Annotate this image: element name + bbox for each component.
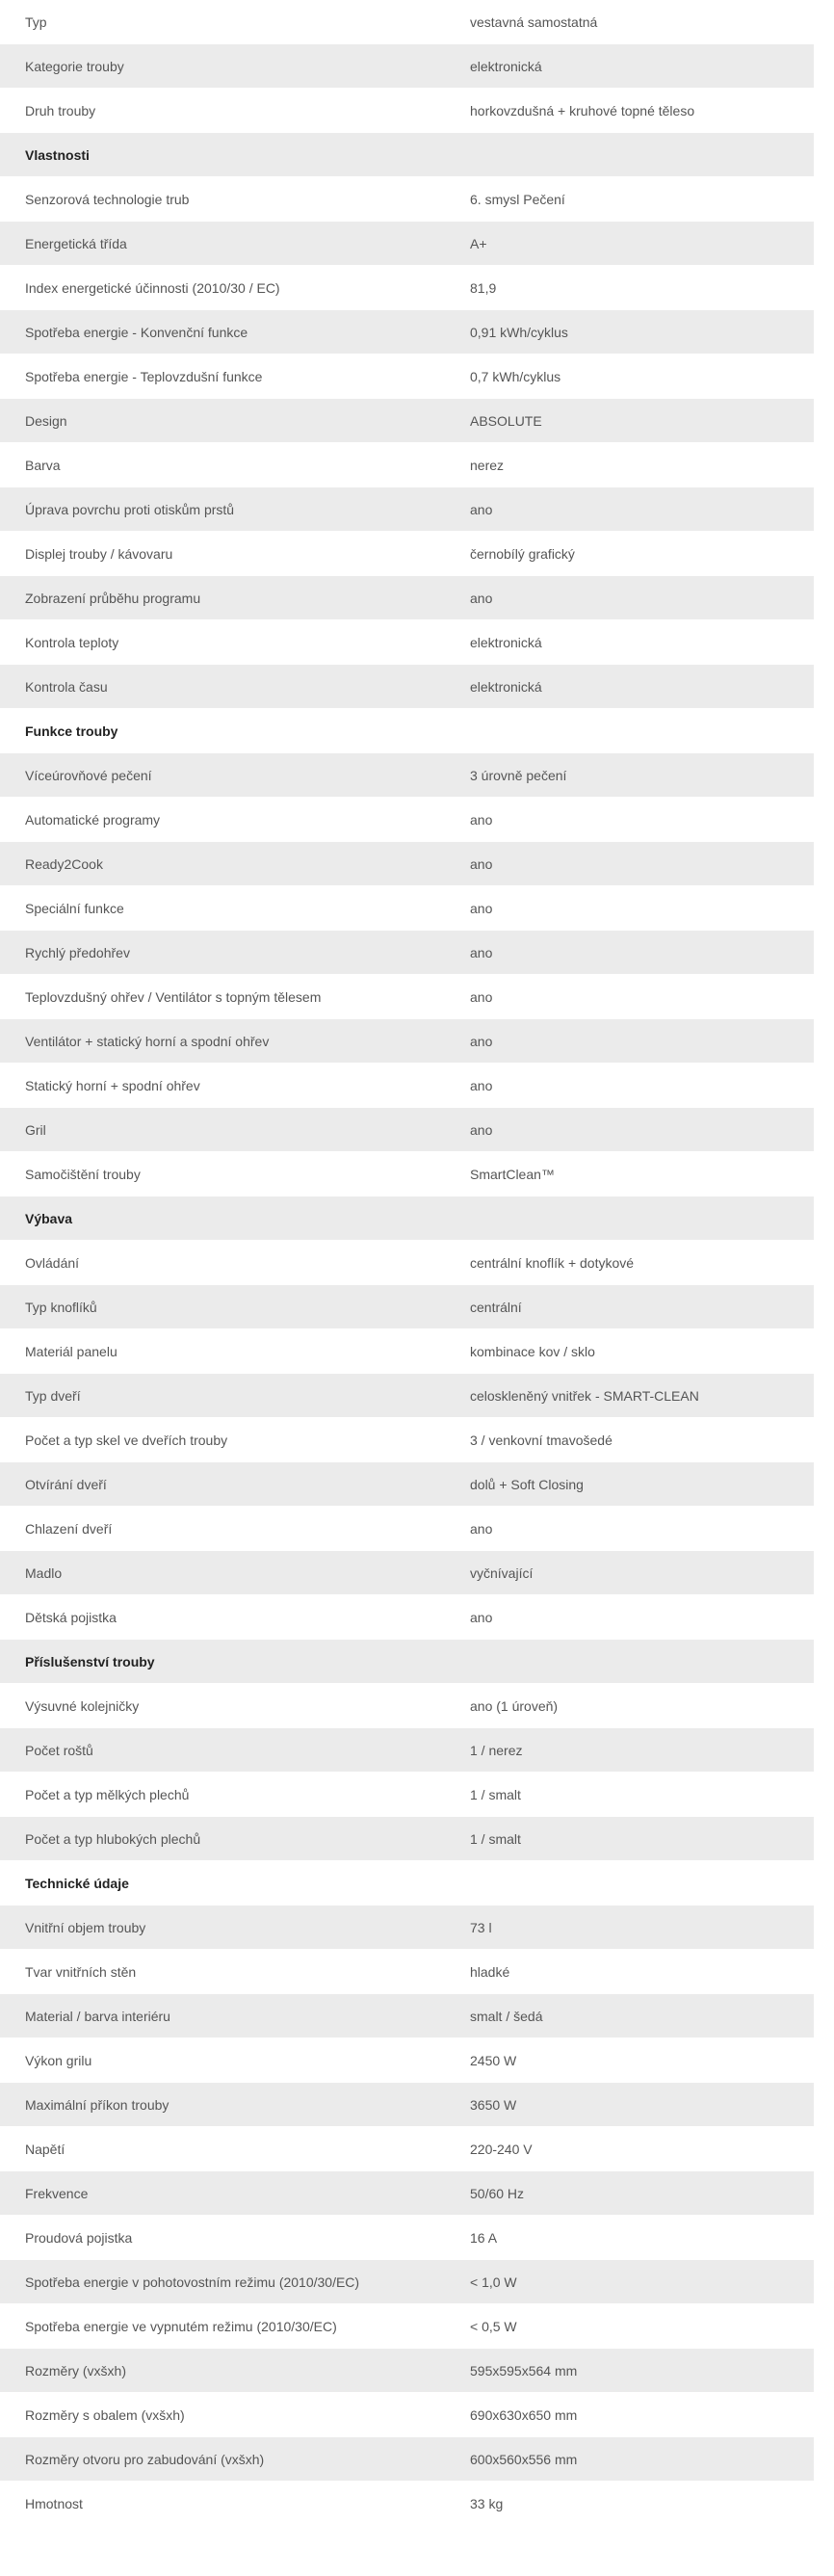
spec-value: ano <box>470 1609 493 1625</box>
spec-value: ano <box>470 988 493 1005</box>
section-header-row <box>0 133 814 177</box>
spec-row <box>0 2349 814 2393</box>
spec-row <box>0 1773 814 1817</box>
spec-value: 33 kg <box>470 2495 504 2511</box>
spec-label: Maximální příkon trouby <box>25 2096 169 2113</box>
spec-value: 3 / venkovní tmavošedé <box>470 1432 612 1448</box>
spec-label: Rozměry s obalem (vxšxh) <box>25 2406 185 2423</box>
spec-row <box>0 1462 814 1507</box>
spec-label: Teplovzdušný ohřev / Ventilátor s topným tělesem <box>25 988 322 1005</box>
spec-value: 3650 W <box>470 2096 517 2113</box>
spec-label: Vnitřní objem trouby <box>25 1919 146 1935</box>
spec-label: Druh trouby <box>25 102 96 118</box>
spec-row <box>0 1551 814 1595</box>
spec-label: Rozměry otvoru pro zabudování (vxšxh) <box>25 2451 265 2467</box>
section-header-row <box>0 1861 814 1906</box>
spec-label: Typ dveří <box>25 1387 81 1404</box>
spec-row <box>0 0 814 44</box>
spec-row <box>0 89 814 133</box>
spec-value: 1 / smalt <box>470 1830 521 1847</box>
spec-row <box>0 1329 814 1374</box>
spec-value: 1 / smalt <box>470 1786 521 1802</box>
spec-value: ano <box>470 811 493 828</box>
spec-label: Napětí <box>25 2141 65 2157</box>
spec-label: Senzorová technologie trub <box>25 191 190 207</box>
spec-row <box>0 1595 814 1640</box>
spec-value: 690x630x650 mm <box>470 2406 578 2423</box>
spec-value: elektronická <box>470 58 542 74</box>
spec-row <box>0 2437 814 2482</box>
spec-label: Automatické programy <box>25 811 161 828</box>
spec-label: Statický horní + spodní ohřev <box>25 1077 200 1093</box>
spec-label: Ventilátor + statický horní a spodní ohřev <box>25 1033 270 1049</box>
spec-row <box>0 2083 814 2127</box>
spec-row <box>0 576 814 620</box>
spec-row <box>0 2393 814 2437</box>
spec-row <box>0 886 814 931</box>
spec-row <box>0 1241 814 1285</box>
spec-row <box>0 177 814 222</box>
spec-row <box>0 487 814 532</box>
section-header-row <box>0 1640 814 1684</box>
spec-value: < 1,0 W <box>470 2274 517 2290</box>
spec-label: Typ <box>25 13 47 30</box>
section-title: Příslušenství trouby <box>25 1653 155 1669</box>
spec-value: centrální <box>470 1299 522 1315</box>
spec-label: Kategorie trouby <box>25 58 124 74</box>
spec-value: ano <box>470 1121 493 1138</box>
spec-label: Design <box>25 412 67 429</box>
spec-row <box>0 1684 814 1728</box>
spec-value: ano <box>470 855 493 872</box>
spec-label: Material / barva interiéru <box>25 2008 170 2024</box>
spec-value: 0,91 kWh/cyklus <box>470 324 568 340</box>
spec-row <box>0 310 814 355</box>
spec-value: 6. smysl Pečení <box>470 191 565 207</box>
spec-row <box>0 2304 814 2349</box>
section-header-row <box>0 1196 814 1241</box>
spec-row <box>0 1064 814 1108</box>
spec-value: 0,7 kWh/cyklus <box>470 368 561 384</box>
spec-label: Gril <box>25 1121 46 1138</box>
spec-label: Rozměry (vxšxh) <box>25 2362 127 2379</box>
spec-row <box>0 1950 814 1994</box>
spec-value: 1 / nerez <box>470 1742 523 1758</box>
spec-label: Hmotnost <box>25 2495 83 2511</box>
spec-value: 220-240 V <box>470 2141 533 2157</box>
spec-value: černobílý grafický <box>470 545 575 562</box>
spec-row <box>0 1906 814 1950</box>
spec-row <box>0 1019 814 1064</box>
spec-value: celoskleněný vnitřek - SMART-CLEAN <box>470 1387 699 1404</box>
spec-value: 73 l <box>470 1919 492 1935</box>
spec-label: Samočištění trouby <box>25 1166 141 1182</box>
spec-label: Spotřeba energie v pohotovostním režimu (2010/30/EC) <box>25 2274 360 2290</box>
section-title: Funkce trouby <box>25 723 118 739</box>
spec-row <box>0 2260 814 2304</box>
spec-label: Úprava povrchu proti otiskům prstů <box>25 501 235 517</box>
spec-label: Spotřeba energie - Konvenční funkce <box>25 324 248 340</box>
section-title: Technické údaje <box>25 1875 129 1891</box>
spec-row <box>0 2127 814 2171</box>
spec-value: 50/60 Hz <box>470 2185 525 2201</box>
spec-value: A+ <box>470 235 487 251</box>
spec-value: elektronická <box>470 634 542 650</box>
spec-row <box>0 2038 814 2083</box>
spec-value: centrální knoflík + dotykové <box>470 1254 635 1271</box>
spec-value: 16 A <box>470 2229 498 2246</box>
spec-value: 3 úrovně pečení <box>470 767 567 783</box>
spec-label: Proudová pojistka <box>25 2229 133 2246</box>
spec-label: Spotřeba energie ve vypnutém režimu (2010/30/EC) <box>25 2318 337 2334</box>
spec-row <box>0 798 814 842</box>
spec-label: Materiál panelu <box>25 1343 117 1359</box>
spec-row <box>0 2216 814 2260</box>
section-header-row <box>0 709 814 753</box>
spec-value: 2450 W <box>470 2052 517 2068</box>
spec-label: Víceúrovňové pečení <box>25 767 152 783</box>
spec-row <box>0 931 814 975</box>
spec-label: Energetická třída <box>25 235 127 251</box>
spec-row <box>0 399 814 443</box>
spec-label: Výsuvné kolejničky <box>25 1697 140 1714</box>
spec-value: 600x560x556 mm <box>470 2451 578 2467</box>
spec-row <box>0 1994 814 2038</box>
spec-value: hladké <box>470 1963 510 1980</box>
spec-label: Počet roštů <box>25 1742 93 1758</box>
spec-row <box>0 443 814 487</box>
spec-row <box>0 222 814 266</box>
spec-label: Index energetické účinnosti (2010/30 / EC) <box>25 279 280 296</box>
spec-value: 595x595x564 mm <box>470 2362 578 2379</box>
spec-value: SmartClean™ <box>470 1166 555 1182</box>
spec-value: smalt / šedá <box>470 2008 543 2024</box>
section-title: Výbava <box>25 1210 73 1226</box>
spec-label: Madlo <box>25 1564 63 1581</box>
spec-row <box>0 44 814 89</box>
spec-label: Speciální funkce <box>25 900 124 916</box>
spec-value: ano <box>470 1077 493 1093</box>
spec-label: Kontrola času <box>25 678 108 695</box>
spec-row <box>0 355 814 399</box>
spec-label: Zobrazení průběhu programu <box>25 590 201 606</box>
spec-value: ano <box>470 590 493 606</box>
spec-label: Počet a typ mělkých plechů <box>25 1786 190 1802</box>
spec-label: Displej trouby / kávovaru <box>25 545 173 562</box>
spec-value: elektronická <box>470 678 542 695</box>
spec-value: kombinace kov / sklo <box>470 1343 595 1359</box>
spec-value: ano <box>470 1520 493 1537</box>
spec-value: vestavná samostatná <box>470 13 598 30</box>
spec-value: ano <box>470 944 493 960</box>
spec-row <box>0 665 814 709</box>
spec-row <box>0 1152 814 1196</box>
spec-row <box>0 1507 814 1551</box>
spec-value: < 0,5 W <box>470 2318 517 2334</box>
spec-label: Kontrola teploty <box>25 634 119 650</box>
spec-label: Dětská pojistka <box>25 1609 117 1625</box>
spec-label: Barva <box>25 457 61 473</box>
spec-value: dolů + Soft Closing <box>470 1476 584 1492</box>
spec-value: ano <box>470 1033 493 1049</box>
spec-value: vyčnívající <box>470 1564 534 1581</box>
spec-row <box>0 1374 814 1418</box>
spec-label: Frekvence <box>25 2185 89 2201</box>
spec-label: Typ knoflíků <box>25 1299 97 1315</box>
spec-value: horkovzdušná + kruhové topné těleso <box>470 102 695 118</box>
spec-row <box>0 1817 814 1861</box>
spec-label: Tvar vnitřních stěn <box>25 1963 137 1980</box>
spec-row <box>0 975 814 1019</box>
spec-value: ABSOLUTE <box>470 412 542 429</box>
spec-label: Ovládání <box>25 1254 80 1271</box>
spec-value: ano <box>470 501 493 517</box>
spec-label: Ready2Cook <box>25 855 103 872</box>
spec-label: Chlazení dveří <box>25 1520 113 1537</box>
spec-row <box>0 1418 814 1462</box>
spec-label: Počet a typ hlubokých plechů <box>25 1830 201 1847</box>
spec-row <box>0 2482 814 2526</box>
spec-label: Výkon grilu <box>25 2052 92 2068</box>
spec-label: Počet a typ skel ve dveřích trouby <box>25 1432 228 1448</box>
spec-row <box>0 1728 814 1773</box>
spec-row <box>0 842 814 886</box>
spec-value: 81,9 <box>470 279 497 296</box>
spec-row <box>0 2171 814 2216</box>
spec-value: nerez <box>470 457 505 473</box>
spec-row <box>0 266 814 310</box>
spec-value: ano (1 úroveň) <box>470 1697 559 1714</box>
spec-value: ano <box>470 900 493 916</box>
section-title: Vlastnosti <box>25 146 90 163</box>
spec-label: Rychlý předohřev <box>25 944 130 960</box>
spec-label: Otvírání dveří <box>25 1476 107 1492</box>
spec-row <box>0 753 814 798</box>
spec-row <box>0 1108 814 1152</box>
spec-label: Spotřeba energie - Teplovzdušní funkce <box>25 368 263 384</box>
spec-row <box>0 620 814 665</box>
spec-row <box>0 1285 814 1329</box>
spec-row <box>0 532 814 576</box>
